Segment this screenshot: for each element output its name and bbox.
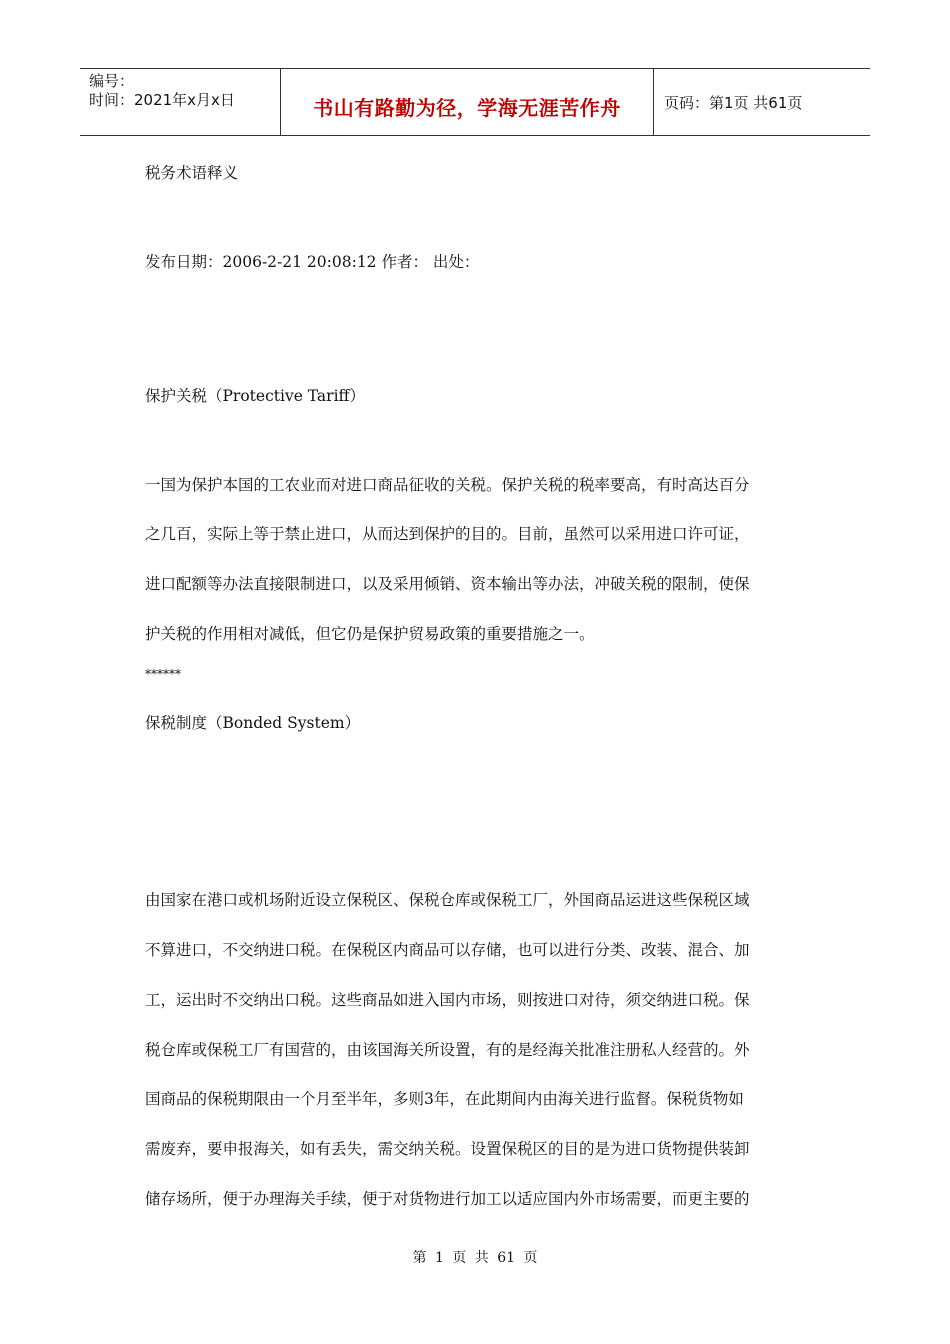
- section1-line: 一国为保护本国的工农业而对进口商品征收的关税。保护关税的税率要高，有时高达百分: [145, 476, 750, 494]
- header-motto-cell: [281, 69, 654, 135]
- section1-line: 之几百，实际上等于禁止进口，从而达到保护的目的。目前，虽然可以采用进口许可证，: [145, 525, 750, 543]
- document-meta: 发布日期：2006-2-21 20:08:12 作者： 出处：: [145, 253, 480, 271]
- page-info: 页码：第1页 共61页: [664, 93, 803, 112]
- section2-line: 由国家在港口或机场附近设立保税区、保税仓库或保税工厂，外国商品运进这些保税区域: [145, 891, 750, 909]
- section2-heading: 保税制度（Bonded System）: [145, 714, 361, 732]
- section1-line: 护关税的作用相对减低，但它仍是保护贸易政策的重要措施之一。: [145, 625, 595, 643]
- header-left-cell: [80, 69, 281, 135]
- section2-line: 需废弃，要申报海关，如有丢失，需交纳关税。设置保税区的目的是为进口货物提供装卸: [145, 1140, 750, 1158]
- page-footer: 第 1 页 共 61 页: [412, 1250, 538, 1266]
- time-label: 时间：2021年x月x日: [89, 91, 235, 109]
- section1-heading: 保护关税（Protective Tariff）: [145, 387, 366, 405]
- number-label: 编号：: [89, 72, 135, 90]
- separator: ******: [145, 667, 181, 681]
- section2-line: 不算进口，不交纳进口税。在保税区内商品可以存储，也可以进行分类、改装、混合、加: [145, 941, 750, 959]
- section2-line: 税仓库或保税工厂有国营的，由该国海关所设置，有的是经海关批准注册私人经营的。外: [145, 1041, 750, 1059]
- section2-line: 国商品的保税期限由一个月至半年，多则3年，在此期间内由海关进行监督。保税货物如: [145, 1090, 744, 1108]
- section2-line: 工，运出时不交纳出口税。这些商品如进入国内市场，则按进口对待，须交纳进口税。保: [145, 991, 750, 1009]
- section2-line: 储存场所，便于办理海关手续，便于对货物进行加工以适应国内外市场需要，而更主要的: [145, 1190, 750, 1208]
- header-page-cell: [654, 69, 870, 135]
- header-table: [80, 68, 870, 136]
- document-title: 税务术语释义: [145, 164, 239, 182]
- header-motto: 书山有路勤为径，学海无涯苦作舟: [313, 95, 621, 120]
- section1-line: 进口配额等办法直接限制进口，以及采用倾销、资本输出等办法，冲破关税的限制，使保: [145, 575, 750, 593]
